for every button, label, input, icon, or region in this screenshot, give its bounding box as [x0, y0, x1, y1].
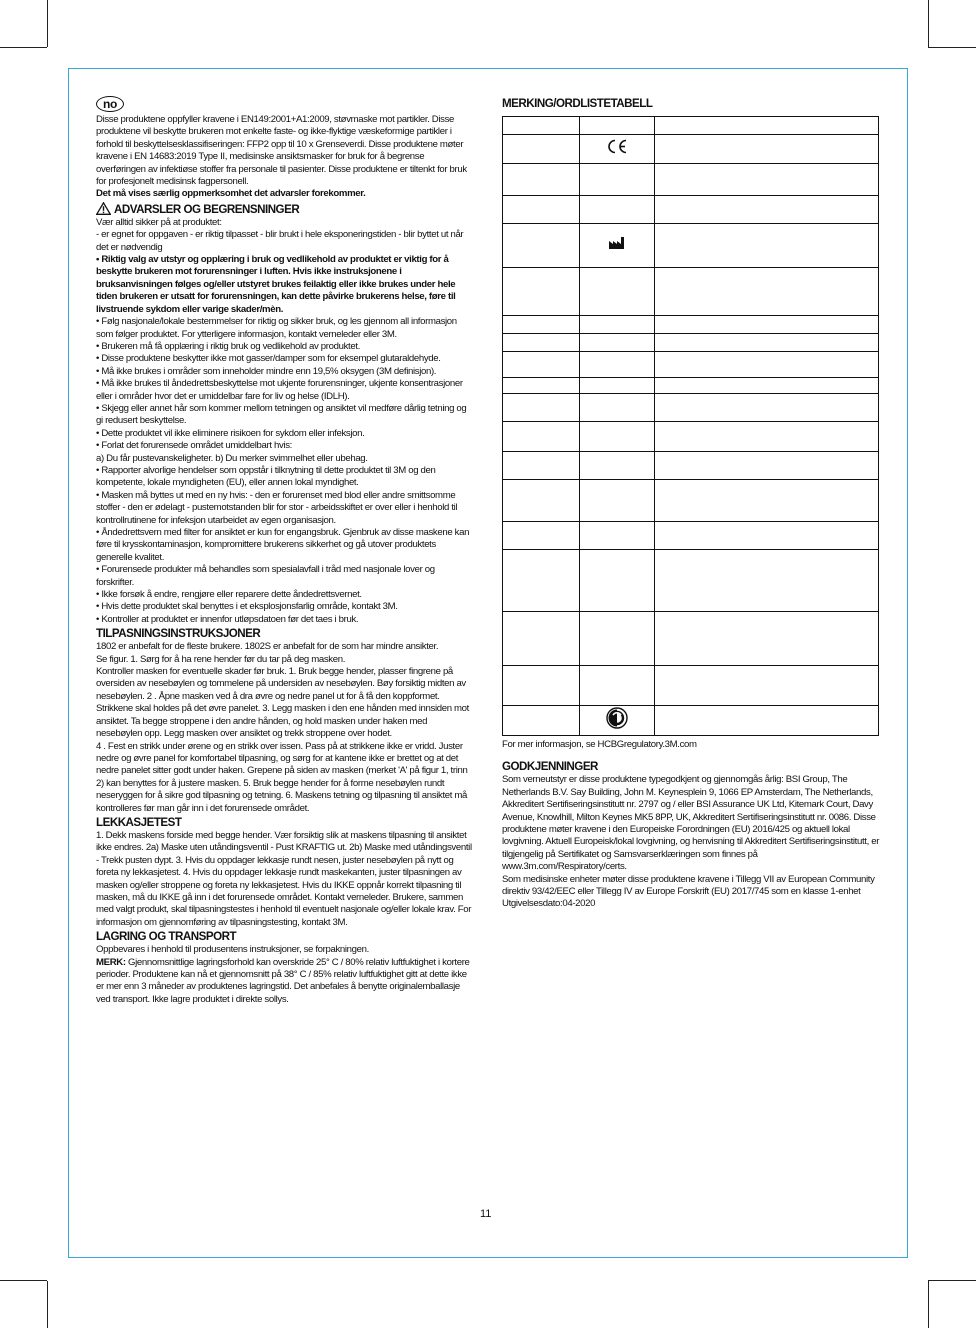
ce-mark-icon	[606, 139, 628, 154]
list-item: • Rapporter alvorlige hendelser som oppstår i tilknytning til dette produktet til 3M og den kompetente, lokale myndigheten (EU), eller annen lokal myndighet.	[96, 464, 436, 489]
crop-mark	[928, 1280, 976, 1281]
leak-test-text: 1. Dekk maskens forside med begge hender. Vær forsiktig slik at maskens tilpasning til ansiktet ikke endres. 2a) Maske uten utåndingsventil - Pust KRAFTIG ut. 2b) Maske med utåndingsventil - Trekk pusten dypt. 3. Hvis du oppdager lekkasje rundt nesen, juster nesebøylen på nytt og foreta ny lekkasjetest. 4. Hvis du oppdager lekkasje rundt maskekanten, juster tilpasningen av masken og/eller stroppene og foreta ny lekkasjetest. Hvis du IKKE oppnår korrekt tilpasning til masken, må du IKKE gå inn i det forurensede området. Kontakt verneleder. Brukere, sammen med valgt produkt, skal tilpasningstestes i henhold til eventuelt nasjonale og/eller lokale krav. For informasjon om gjennomføring av tilpasningstesting, kontakt 3M.	[96, 829, 472, 928]
crop-mark	[47, 1281, 48, 1328]
fitting-paragraph: Kontroller masken for eventuelle skader før bruk. 1. Bruk begge hender, plasser fingrene på oversiden av nesebøylen og tommelene på undersiden av nesebøylen. Bøy forsiktig midten av nesebøylen. 2 . Åpne masken ved å dra øvre og nedre panel ut for å få den koppformet. Strikkene skal holdes på det øvre panelet. 3. Legg masken i den ene hånden med innsiden mot ansiktet. Ta begge stroppene i den andre hånden, og hold masken under haken med nesebøylen opp. Legg masken over ansiktet og trekk stroppene over hodet.	[96, 666, 469, 740]
table-row	[503, 316, 879, 334]
fitting-paragraph: 1802 er anbefalt for de fleste brukere. 1802S er anbefalt for de som har mindre ansikter.	[96, 641, 439, 653]
reference-cell	[503, 522, 580, 550]
reference-cell	[503, 666, 580, 706]
storage-heading: LAGRING OG TRANSPORT	[96, 930, 237, 944]
description-cell	[655, 316, 879, 334]
intro-text: Disse produktene oppfyller kravene i EN149:2001+A1:2009, støvmaske mot partikler. Disse produktene vil beskytte brukeren mot enkelte faste- og ikke-flyktige væskeformige partikler i forhold til beskyttelsesklassifiseringen: FFP2 opp til 10 x Grenseverdi. Disse produktene møter kravene i EN 14683:2019 Type II, medisinske ansiktsmasker for bruk for å begrense overføringen av infektiøse stoffer fra personale til pasienter. Disse produktene er tiltenkt for bruk for profesjonelt medisinsk fagpersonell.	[96, 114, 467, 188]
symbol-cell	[580, 196, 655, 224]
table-row	[503, 550, 879, 612]
crop-mark	[928, 0, 929, 47]
description-cell	[655, 164, 879, 196]
more-info-text: For mer informasjon, se HCBGregulatory.3M.com	[502, 739, 697, 750]
symbol-cell	[580, 612, 655, 666]
table-row	[503, 196, 879, 224]
description-cell	[655, 268, 879, 316]
list-item: a) Du får pustevanskeligheter. b) Du merker svimmelhet eller ubehag.	[96, 452, 368, 464]
symbol-cell	[580, 422, 655, 452]
table-row	[503, 666, 879, 706]
description-cell	[655, 224, 879, 268]
fitting-heading: TILPASNINGSINSTRUKSJONER	[96, 627, 261, 641]
reference-cell	[503, 422, 580, 452]
symbol-cell	[580, 316, 655, 334]
warnings-important: • Riktig valg av utstyr og opplæring i bruk og vedlikehold av produktet er viktig for å beskytte brukeren mot forurensninger i luften. Hvis ikke instruksjonene i bruksanvisningen følges og/eller utstyret brukes feilaktig eller ikke brukes under hele tiden brukeren er utsatt for forurensningen, kan dette påvirke brukerens helse, føre til livstruende sykdom eller varige skader/mèn.	[96, 254, 456, 315]
storage-text: Oppbevares i henhold til produsentens instruksjoner, se forpakningen.	[96, 944, 369, 956]
crop-mark	[928, 47, 976, 48]
table-row	[503, 135, 879, 164]
symbol-cell	[580, 480, 655, 522]
storage-note-label: MERK:	[96, 956, 126, 968]
warnings-checklist: - er egnet for oppgaven - er riktig tilpasset - blir brukt i hele eksponeringstiden - blir byttet ut når det er nødvendig	[96, 229, 464, 253]
right-column	[502, 96, 880, 911]
table-row	[503, 480, 879, 522]
table-heading: MERKING/ORDLISTETABELL	[502, 97, 653, 110]
reference-cell	[503, 334, 580, 352]
description-cell	[655, 378, 879, 394]
reference-cell	[503, 612, 580, 666]
reference-cell	[503, 196, 580, 224]
storage-note	[96, 957, 474, 1007]
crop-mark	[0, 47, 47, 48]
reference-cell	[503, 706, 580, 736]
reference-cell	[503, 117, 580, 135]
warnings-intro: Vær alltid sikker på at produktet:	[96, 216, 222, 228]
reference-cell	[503, 135, 580, 164]
table-row	[503, 422, 879, 452]
language-badge: no	[96, 96, 124, 112]
left-column	[96, 96, 474, 1006]
reference-cell	[503, 268, 580, 316]
description-cell	[655, 135, 879, 164]
approvals-text: Som verneutstyr er disse produktene typegodkjent og gjennomgås årlig: BSI Group, The Netherlands B.V. Say Building, John M. Keynesplein 9, 1066 EP Amsterdam, The Netherlands, Akkreditert Sertifiseringsinstitutt nr. 2797 og / eller BSI Assurance UK Ltd, Kitemark Court, Davy Avenue, Knowlhill, Milton Keynes MK5 8PP, UK, Akkreditert Sertifiseringsinstitutt nr. 0086. Disse produktene møter kravene i den Europeiske Forordningen (EU) 2016/425 og aktuell lokal lovgivning. Aktuell Europeisk/lokal lovgivning, og henvisning til Akkreditert Sertifiseringsinstitutt, er tilgjengelig på Sertifikatet og Samsvarserklæringen som finnes på www.3m.com/Respiratory/certs.	[502, 774, 880, 873]
description-cell	[655, 480, 879, 522]
symbol-cell	[580, 135, 655, 164]
reference-cell	[503, 480, 580, 522]
description-cell	[655, 612, 879, 666]
symbol-cell	[580, 268, 655, 316]
reference-cell	[503, 352, 580, 378]
list-item: • Følg nasjonale/lokale bestemmelser for riktig og sikker bruk, og les gjennom all informasjon som følger produktet. For ytterligere informasjon, kontakt verneleder eller 3M.	[96, 316, 457, 340]
description-cell	[655, 196, 879, 224]
list-item: • Brukeren må få opplæring i riktig bruk og vedlikehold av produktet.	[96, 340, 360, 352]
warnings-heading-text: ADVARSLER OG BEGRENSNINGER	[114, 202, 300, 216]
warnings-heading	[96, 202, 474, 217]
table-row	[503, 394, 879, 422]
storage-note-text: Gjennomsnittlige lagringsforhold kan overskride 25° C / 80% relativ luftfuktighet i kortere perioder. Produktene kan nå et gjennomsnitt på 38° C / 85% relativ luftfuktighet gitt at dette ikke er mer enn 3 måneder av produktenes lagringstid. Det anbefales å benytte originalemballasje ved transport. Ikke lagre produktet i direkte sollys.	[96, 956, 470, 1005]
table-row	[503, 224, 879, 268]
table-row	[503, 706, 879, 736]
crop-mark	[47, 0, 48, 47]
list-item: • Hvis dette produktet skal benyttes i et eksplosjonsfarlig område, kontakt 3M.	[96, 601, 398, 613]
description-cell	[655, 706, 879, 736]
page-number: 11	[480, 1208, 492, 1220]
list-item: • Skjegg eller annet hår som kommer mellom tetningen og ansiktet vil medføre dårlig tetning og gi redusert beskyttelse.	[96, 402, 467, 427]
description-cell	[655, 666, 879, 706]
leak-test-heading: LEKKASJETEST	[96, 815, 182, 829]
description-cell	[655, 334, 879, 352]
list-item: • Må ikke brukes til åndedrettsbeskyttelse mot ukjente forurensninger, ukjente konsentrasjoner eller i områder hvor det er umiddelbar fare for liv og helse (IDLH).	[96, 378, 463, 402]
table-row	[503, 352, 879, 378]
description-cell	[655, 394, 879, 422]
approvals-medical-text: Som medisinske enheter møter disse produktene kravene i Tillegg VII av European Community direktiv 93/42/EEC eller Tillegg IV av Europe Forskrift (EU) 2017/745 som en klasse 1-enhet	[502, 873, 875, 898]
description-cell	[655, 117, 879, 135]
issue-date: Utgivelsesdato:04-2020	[502, 898, 596, 910]
symbol-table	[502, 116, 879, 736]
symbol-cell	[580, 117, 655, 135]
fitting-paragraph: Se figur. 1. Sørg for å ha rene hender før du tar på deg masken.	[96, 653, 346, 665]
warning-triangle-icon	[96, 202, 111, 215]
description-cell	[655, 452, 879, 480]
crop-mark	[928, 1281, 929, 1328]
list-item: • Disse produktene beskytter ikke mot gasser/damper som for eksempel glutaraldehyde.	[96, 353, 441, 365]
approvals-heading: GODKJENNINGER	[502, 760, 598, 774]
table-row	[503, 378, 879, 394]
symbol-cell	[580, 452, 655, 480]
symbol-cell	[580, 522, 655, 550]
table-row	[503, 522, 879, 550]
reference-cell	[503, 224, 580, 268]
table-row	[503, 334, 879, 352]
list-item: • Masken må byttes ut med en ny hvis: - den er forurenset med blod eller andre smittsomme stoffer - den er ødelagt - pustemotstanden blir for stor - arbeidsskiftet er over eller i henhold til kontrollrutinene for infeksjon utarbeidet av egen organisasjon.	[96, 489, 458, 526]
list-item: • Dette produktet vil ikke eliminere risikoen for sykdom eller infeksjon.	[96, 427, 365, 439]
symbol-cell	[580, 352, 655, 378]
table-row	[503, 452, 879, 480]
reference-cell	[503, 164, 580, 196]
intro-warning-notice: Det må vises særlig oppmerksomhet det advarsler forekommer.	[96, 188, 366, 200]
description-cell	[655, 550, 879, 612]
reference-cell	[503, 452, 580, 480]
list-item: • Må ikke brukes i områder som inneholder mindre enn 19,5% oksygen (3M definisjon).	[96, 365, 437, 377]
table-row	[503, 268, 879, 316]
list-item: • Åndedrettsvern med filter for ansiktet er kun for engangsbruk. Gjenbruk av disse maskene kan føre til krysskontaminasjon, kompromittere brukerens sikkerhet og gå utover produktets generelle kvalitet.	[96, 527, 470, 563]
warnings-list	[96, 316, 474, 626]
reference-cell	[503, 378, 580, 394]
crop-mark	[0, 1280, 47, 1281]
reference-cell	[503, 550, 580, 612]
symbol-cell	[580, 706, 655, 736]
reference-cell	[503, 394, 580, 422]
description-cell	[655, 352, 879, 378]
symbol-cell	[580, 666, 655, 706]
manufacturer-icon	[608, 236, 626, 250]
description-cell	[655, 422, 879, 452]
table-row	[503, 117, 879, 135]
reference-cell	[503, 316, 580, 334]
symbol-cell	[580, 378, 655, 394]
list-item: • Ikke forsøk å endre, rengjøre eller reparere dette åndedrettsvernet.	[96, 589, 362, 601]
table-row	[503, 164, 879, 196]
symbol-cell	[580, 550, 655, 612]
list-item: • Kontroller at produktet er innenfor utløpsdatoen før det taes i bruk.	[96, 613, 359, 625]
description-cell	[655, 522, 879, 550]
green-dot-icon	[606, 707, 628, 729]
symbol-cell	[580, 394, 655, 422]
symbol-cell	[580, 164, 655, 196]
table-row	[503, 612, 879, 666]
symbol-cell	[580, 224, 655, 268]
symbol-cell	[580, 334, 655, 352]
list-item: • Forlat det forurensede området umiddelbart hvis:	[96, 440, 292, 452]
fitting-paragraph: 4 . Fest en strikk under ørene og en strikk over issen. Pass på at strikkene ikke er vridd. Juster nedre og øvre panel for komfortabel tilpasning, og sørg for at kantene ikke er brettet og at det nedre panelet sitter godt under haken. Grepene på siden av masken (merket 'A' på figur 1, trinn 2) kan benyttes for å justere masken. 5. Bruk begge hender for å forme nesebøylen rundt neseryggen for å sikre god tilpasning og tetning. 6. Maskens tetning og tilpasning til ansiktet må kontrolleres før man går inn i det forurensede området.	[96, 740, 468, 814]
list-item: • Forurensede produkter må behandles som spesialavfall i tråd med nasjonale lover og forskrifter.	[96, 564, 435, 588]
